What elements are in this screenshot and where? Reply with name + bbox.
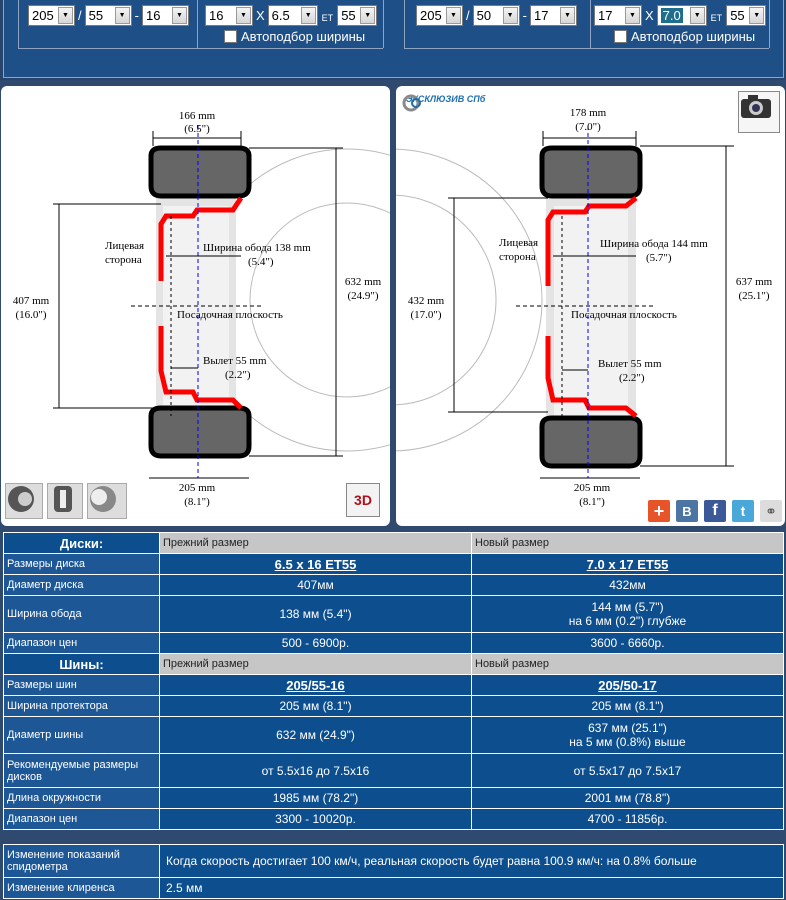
row-label: Изменение показаний спидометра: [4, 845, 160, 878]
table-cell: 4700 - 11856р.: [472, 809, 784, 830]
chevron-down-icon: ▼: [503, 7, 518, 24]
facebook-icon[interactable]: f: [704, 500, 726, 522]
tires-section-title: Шины:: [4, 654, 160, 675]
chevron-down-icon: ▼: [625, 7, 640, 24]
dash-separator: -: [134, 7, 139, 23]
brand-name: ЭКСКЛЮЗИВ СПб: [406, 94, 486, 104]
mounting-plane-label: Посадочная плоскость: [571, 309, 677, 321]
new-size-diagram: [396, 86, 785, 526]
brand-logo: [402, 94, 485, 104]
new-rim-size-row: [594, 3, 766, 27]
disks-section-title: Диски:: [4, 533, 160, 554]
face-side-label: Лицевая: [105, 240, 145, 252]
mounting-plane-label: Посадочная плоскость: [177, 309, 283, 321]
new-tire-size-row: [416, 3, 577, 27]
rim-width-top-label: 178 mm: [569, 107, 607, 119]
chevron-down-icon: ▼: [360, 7, 375, 24]
et-label: ET: [710, 12, 723, 23]
3d-icon: 3D: [354, 492, 372, 508]
new-tire-diameter-select[interactable]: 17 ▼: [530, 5, 577, 26]
tire-cut-view-button[interactable]: [87, 483, 127, 519]
old-tire-profile-select[interactable]: 55 ▼: [85, 5, 132, 26]
tire-bottom-section: [542, 418, 640, 466]
tread-width-inch-label: (8.1"): [579, 496, 605, 508]
chevron-down-icon: ▼: [172, 7, 187, 24]
divider: [383, 0, 384, 48]
rim-width-top-inch-label: (7.0"): [575, 121, 601, 133]
divider: [18, 0, 19, 48]
new-et-select[interactable]: 55 ▼: [726, 5, 766, 26]
twitter-icon[interactable]: t: [732, 500, 754, 522]
table-cell: 2001 мм (78.8"): [472, 788, 784, 809]
table-cell: 500 - 6900р.: [160, 633, 472, 654]
disks-comparison-table: [3, 532, 784, 654]
tire-diameter-label: 637 mm: [735, 276, 773, 288]
chevron-down-icon: ▼: [58, 7, 73, 24]
tread-width-inch-label: (8.1"): [184, 496, 210, 508]
old-auto-width-option[interactable]: [224, 29, 365, 44]
rim-width-label: Ширина обода 138 mm: [203, 242, 311, 254]
new-tire-profile-select[interactable]: 50 ▼: [473, 5, 520, 26]
brand-swirl-icon: [402, 94, 424, 112]
table-cell: 3600 - 6660р.: [472, 633, 784, 654]
tire-top-section: [151, 148, 249, 196]
face-side-label: сторона: [105, 254, 142, 266]
divider: [404, 0, 405, 48]
table-cell: 205 мм (8.1"): [472, 696, 784, 717]
new-disk-size-link[interactable]: 7.0 x 17 ET55: [472, 554, 784, 575]
divider: [590, 0, 591, 48]
chevron-down-icon: ▼: [749, 7, 764, 24]
auto-width-label: Автоподбор ширины: [631, 29, 756, 44]
new-wheel-profile-svg: [396, 86, 785, 526]
et-label: ET: [321, 12, 334, 23]
clearance-change-value: 2.5 мм: [160, 878, 784, 899]
auto-width-checkbox[interactable]: [614, 30, 627, 43]
new-size-column-header: Новый размер: [472, 533, 784, 554]
divider: [197, 0, 198, 48]
size-selector-bar: [0, 0, 786, 80]
vk-icon[interactable]: B: [676, 500, 698, 522]
old-tire-size-link[interactable]: 205/55-16: [160, 675, 472, 696]
face-side-label: Лицевая: [499, 237, 539, 249]
divider: [769, 0, 770, 48]
row-label: Диаметр диска: [4, 575, 160, 596]
row-label: Диапазон цен: [4, 809, 160, 830]
table-cell: 407мм: [160, 575, 472, 596]
auto-width-checkbox[interactable]: [224, 30, 237, 43]
tire-side-icon: [6, 484, 36, 514]
table-cell: 138 мм (5.4"): [160, 596, 472, 633]
disk-diameter-label: 407 mm: [12, 295, 50, 307]
row-label: Размеры шин: [4, 675, 160, 696]
slash-separator: /: [466, 7, 470, 23]
cell-line: 637 мм (25.1"): [588, 721, 667, 735]
old-et-select[interactable]: 55 ▼: [337, 5, 377, 26]
screenshot-camera-button[interactable]: [738, 91, 780, 133]
row-label: Диапазон цен: [4, 633, 160, 654]
row-label: Рекомендуемые размеры дисков: [4, 754, 160, 788]
x-separator: X: [645, 7, 654, 23]
old-size-column-header: Прежний размер: [160, 533, 472, 554]
old-rim-size-row: [205, 3, 377, 27]
tires-comparison-table: [3, 653, 784, 830]
tire-top-section: [542, 148, 640, 196]
row-label: Изменение клиренса: [4, 878, 160, 899]
row-label: Диаметр шины: [4, 717, 160, 754]
rim-width-inch-label: (5.4"): [248, 256, 274, 268]
new-size-column-header: Новый размер: [472, 654, 784, 675]
offset-inch-label: (2.2"): [619, 372, 645, 384]
table-cell: [472, 717, 784, 754]
chevron-down-icon: ▼: [236, 7, 251, 24]
chevron-down-icon: ▼: [560, 7, 575, 24]
disk-diameter-inch-label: (16.0"): [15, 309, 47, 321]
rim-width-top-inch-label: (6.5"): [184, 123, 210, 135]
old-tire-width-select[interactable]: 205 ▼: [28, 5, 75, 26]
table-cell: 432мм: [472, 575, 784, 596]
tread-width-label: 205 mm: [573, 482, 611, 494]
divider: [18, 48, 383, 49]
old-rim-diameter-select[interactable]: 16 ▼: [205, 5, 253, 26]
row-label: Ширина протектора: [4, 696, 160, 717]
cell-line: на 5 мм (0.8%) выше: [569, 735, 686, 749]
table-cell: [472, 596, 784, 633]
link-icon[interactable]: ⚭: [760, 500, 782, 522]
offset-label: Вылет 55 mm: [203, 355, 267, 367]
tire-diameter-inch-label: (25.1"): [738, 290, 770, 302]
divider: [404, 48, 769, 49]
rim-width-inch-label: (5.7"): [646, 252, 672, 264]
row-label: Размеры диска: [4, 554, 160, 575]
dash-separator: -: [522, 7, 527, 23]
cell-line: 144 мм (5.7"): [591, 600, 664, 614]
tire-diameter-inch-label: (24.9"): [347, 290, 379, 302]
new-auto-width-option[interactable]: [614, 29, 755, 44]
auto-width-label: Автоподбор ширины: [241, 29, 366, 44]
new-tire-width-select[interactable]: 205 ▼: [416, 5, 463, 26]
chevron-down-icon: ▼: [301, 7, 316, 24]
chevron-down-icon: ▼: [690, 7, 705, 24]
new-rim-width-select[interactable]: 7.0 ▼: [657, 5, 707, 26]
disk-diameter-label: 432 mm: [407, 295, 445, 307]
table-cell: 632 мм (24.9"): [160, 717, 472, 754]
tread-width-label: 205 mm: [178, 482, 216, 494]
table-cell: 205 мм (8.1"): [160, 696, 472, 717]
x-separator: X: [256, 7, 265, 23]
chevron-down-icon: ▼: [115, 7, 130, 24]
offset-label: Вылет 55 mm: [598, 358, 662, 370]
cell-line: на 6 мм (0.2") глубже: [568, 614, 687, 628]
old-wheel-profile-svg: [1, 86, 390, 526]
new-rim-diameter-select[interactable]: 17 ▼: [594, 5, 642, 26]
extra-info-table: [3, 844, 784, 899]
disk-diameter-inch-label: (17.0"): [410, 309, 442, 321]
camera-icon: [739, 92, 773, 120]
rim-width-top-label: 166 mm: [178, 110, 216, 122]
slash-separator: /: [78, 7, 82, 23]
row-label: Длина окружности: [4, 788, 160, 809]
tire-profile-view-button[interactable]: [47, 483, 83, 519]
table-cell: 3300 - 10020р.: [160, 809, 472, 830]
tire-cut-icon: [88, 484, 118, 514]
old-size-column-header: Прежний размер: [160, 654, 472, 675]
chevron-down-icon: ▼: [446, 7, 461, 24]
offset-inch-label: (2.2"): [225, 369, 251, 381]
tire-profile-icon: [48, 484, 78, 514]
table-cell: от 5.5x17 до 7.5x17: [472, 754, 784, 788]
old-disk-size-link[interactable]: 6.5 x 16 ET55: [160, 554, 472, 575]
tire-bottom-section: [151, 408, 249, 456]
old-tire-diameter-select[interactable]: 16 ▼: [142, 5, 189, 26]
old-size-diagram: [1, 86, 390, 526]
table-cell: 1985 мм (78.2"): [160, 788, 472, 809]
tire-diameter-label: 632 mm: [344, 276, 382, 288]
plus-icon[interactable]: +: [648, 500, 670, 522]
speedometer-change-value: Когда скорость достигает 100 км/ч, реальная скорость будет равна 100.9 км/ч: на 0.8% больше: [160, 845, 784, 878]
3d-view-button[interactable]: [346, 483, 380, 517]
table-cell: от 5.5x16 до 7.5x16: [160, 754, 472, 788]
old-tire-size-row: [28, 3, 189, 27]
rim-width-label: Ширина обода 144 mm: [600, 238, 708, 250]
face-side-label: сторона: [499, 251, 536, 263]
tire-side-view-button[interactable]: [5, 483, 43, 519]
new-tire-size-link[interactable]: 205/50-17: [472, 675, 784, 696]
old-rim-width-select[interactable]: 6.5 ▼: [268, 5, 318, 26]
row-label: Ширина обода: [4, 596, 160, 633]
